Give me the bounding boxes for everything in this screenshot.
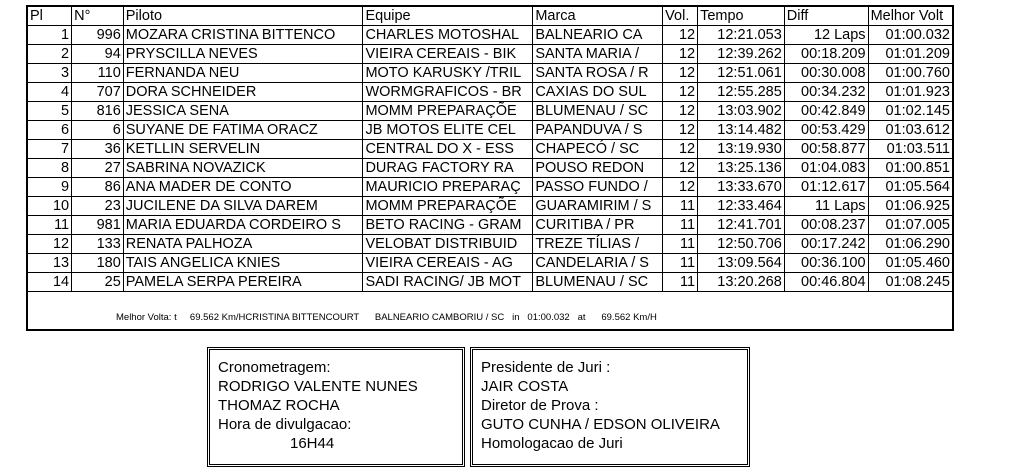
cell-voltas: 11 <box>663 197 698 216</box>
table-row <box>28 159 952 178</box>
race-director-names: GUTO CUNHA / EDSON OLIVEIRA <box>481 416 720 433</box>
cell-diff: 01:12.617 <box>784 178 868 197</box>
cell-piloto: KETLLIN SERVELIN <box>123 140 363 159</box>
cell-position: 3 <box>28 64 72 83</box>
table-row <box>28 254 952 273</box>
cell-number: 110 <box>72 64 124 83</box>
cell-piloto: ANA MADER DE CONTO <box>123 178 363 197</box>
cell-voltas: 12 <box>663 178 698 197</box>
cell-number: 707 <box>72 83 124 102</box>
cell-melhor-volta: 01:07.005 <box>868 216 952 235</box>
cell-number: 133 <box>72 235 124 254</box>
results-body <box>28 26 952 292</box>
table-row <box>28 102 952 121</box>
cell-voltas: 12 <box>663 83 698 102</box>
header-tempo: Tempo <box>698 7 785 26</box>
table-row <box>28 45 952 64</box>
cell-position: 2 <box>28 45 72 64</box>
cell-number: 996 <box>72 26 124 45</box>
cell-tempo: 12:50.706 <box>698 235 785 254</box>
cell-voltas: 11 <box>663 216 698 235</box>
cell-diff: 00:34.232 <box>784 83 868 102</box>
cell-equipe: JB MOTOS ELITE CEL <box>363 121 533 140</box>
cell-marca: POUSO REDON <box>533 159 663 178</box>
cell-diff: 00:58.877 <box>784 140 868 159</box>
cell-equipe: MOMM PREPARAÇÕE <box>363 102 533 121</box>
cell-tempo: 12:33.464 <box>698 197 785 216</box>
timing-officials-box <box>207 347 465 467</box>
cell-tempo: 12:21.053 <box>698 26 785 45</box>
cell-position: 5 <box>28 102 72 121</box>
cell-melhor-volta: 01:05.564 <box>868 178 952 197</box>
cell-piloto: MARIA EDUARDA CORDEIRO S <box>123 216 363 235</box>
cell-position: 13 <box>28 254 72 273</box>
cell-voltas: 12 <box>663 64 698 83</box>
cell-tempo: 12:51.061 <box>698 64 785 83</box>
cell-position: 6 <box>28 121 72 140</box>
cell-number: 94 <box>72 45 124 64</box>
results-table <box>28 7 952 292</box>
jury-homologation-label: Homologacao de Juri <box>481 435 623 452</box>
cell-piloto: FERNANDA NEU <box>123 64 363 83</box>
header-number: N° <box>72 7 124 26</box>
cell-diff: 00:18.209 <box>784 45 868 64</box>
cell-piloto: SUYANE DE FATIMA ORACZ <box>123 121 363 140</box>
cell-number: 86 <box>72 178 124 197</box>
table-row <box>28 121 952 140</box>
cell-marca: TREZE TÍLIAS / <box>533 235 663 254</box>
cell-tempo: 13:20.268 <box>698 273 785 292</box>
cell-voltas: 12 <box>663 102 698 121</box>
cell-equipe: VIEIRA CEREAIS - BIK <box>363 45 533 64</box>
cell-melhor-volta: 01:05.460 <box>868 254 952 273</box>
cell-melhor-volta: 01:01.923 <box>868 83 952 102</box>
cell-equipe: CHARLES MOTOSHAL <box>363 26 533 45</box>
cell-equipe: BETO RACING - GRAM <box>363 216 533 235</box>
cell-voltas: 12 <box>663 26 698 45</box>
cell-piloto: PAMELA SERPA PEREIRA <box>123 273 363 292</box>
header-pl: Pl <box>28 7 72 26</box>
cell-melhor-volta: 01:08.245 <box>868 273 952 292</box>
cell-diff: 00:17.242 <box>784 235 868 254</box>
cell-melhor-volta: 01:03.511 <box>868 140 952 159</box>
results-panel <box>26 5 954 331</box>
cell-position: 14 <box>28 273 72 292</box>
cell-marca: CANDELARIA / S <box>533 254 663 273</box>
header-diff: Diff <box>784 7 868 26</box>
table-row <box>28 273 952 292</box>
cell-melhor-volta: 01:00.760 <box>868 64 952 83</box>
cell-position: 7 <box>28 140 72 159</box>
cell-voltas: 11 <box>663 235 698 254</box>
cell-tempo: 13:09.564 <box>698 254 785 273</box>
best-lap-summary: Melhor Volta: t 69.562 Km/HCRISTINA BITTENCOURT BALNEARIO CAMBORIU / SC in 01:00.032 at 69.562 Km/H <box>116 312 657 323</box>
cell-piloto: TAIS ANGELICA KNIES <box>123 254 363 273</box>
table-row <box>28 235 952 254</box>
header-voltas: Vol. <box>663 7 698 26</box>
timing-label: Cronometragem: <box>218 359 331 376</box>
cell-diff: 00:08.237 <box>784 216 868 235</box>
cell-position: 12 <box>28 235 72 254</box>
cell-number: 36 <box>72 140 124 159</box>
release-time-label: Hora de divulgacao: <box>218 416 352 433</box>
timing-official-2: THOMAZ ROCHA <box>218 397 340 414</box>
cell-marca: PASSO FUNDO / <box>533 178 663 197</box>
cell-tempo: 12:55.285 <box>698 83 785 102</box>
cell-piloto: JESSICA SENA <box>123 102 363 121</box>
cell-melhor-volta: 01:06.290 <box>868 235 952 254</box>
race-director-label: Diretor de Prova : <box>481 397 599 414</box>
cell-number: 25 <box>72 273 124 292</box>
table-row <box>28 216 952 235</box>
cell-tempo: 12:41.701 <box>698 216 785 235</box>
header-marca: Marca <box>533 7 663 26</box>
cell-melhor-volta: 01:06.925 <box>868 197 952 216</box>
table-row <box>28 26 952 45</box>
jury-president-label: Presidente de Juri : <box>481 359 611 376</box>
cell-marca: CAXIAS DO SUL <box>533 83 663 102</box>
cell-marca: SANTA MARIA / <box>533 45 663 64</box>
cell-diff: 00:46.804 <box>784 273 868 292</box>
cell-diff: 12 Laps <box>784 26 868 45</box>
cell-voltas: 12 <box>663 121 698 140</box>
cell-piloto: PRYSCILLA NEVES <box>123 45 363 64</box>
jury-president-name: JAIR COSTA <box>481 378 569 395</box>
cell-tempo: 12:39.262 <box>698 45 785 64</box>
cell-equipe: MOMM PREPARAÇÕE <box>363 197 533 216</box>
table-row <box>28 83 952 102</box>
cell-marca: CHAPECÓ / SC <box>533 140 663 159</box>
cell-piloto: SABRINA NOVAZICK <box>123 159 363 178</box>
cell-marca: GUARAMIRIM / S <box>533 197 663 216</box>
cell-tempo: 13:33.670 <box>698 178 785 197</box>
cell-melhor-volta: 01:03.612 <box>868 121 952 140</box>
cell-voltas: 12 <box>663 140 698 159</box>
cell-marca: BLUMENAU / SC <box>533 273 663 292</box>
header-melhor-volta: Melhor Volt <box>868 7 952 26</box>
cell-position: 4 <box>28 83 72 102</box>
cell-equipe: SADI RACING/ JB MOT <box>363 273 533 292</box>
cell-diff: 00:36.100 <box>784 254 868 273</box>
cell-melhor-volta: 01:01.209 <box>868 45 952 64</box>
cell-marca: BLUMENAU / SC <box>533 102 663 121</box>
cell-equipe: CENTRAL DO X - ESS <box>363 140 533 159</box>
cell-diff: 00:53.429 <box>784 121 868 140</box>
cell-marca: PAPANDUVA / S <box>533 121 663 140</box>
cell-piloto: MOZARA CRISTINA BITTENCO <box>123 26 363 45</box>
cell-equipe: VELOBAT DISTRIBUID <box>363 235 533 254</box>
cell-marca: CURITIBA / PR <box>533 216 663 235</box>
cell-voltas: 11 <box>663 273 698 292</box>
cell-equipe: WORMGRAFICOS - BR <box>363 83 533 102</box>
race-officials-box <box>470 347 750 467</box>
cell-piloto: RENATA PALHOZA <box>123 235 363 254</box>
cell-diff: 00:42.849 <box>784 102 868 121</box>
cell-tempo: 13:14.482 <box>698 121 785 140</box>
header-row <box>28 7 952 26</box>
table-row <box>28 140 952 159</box>
cell-marca: BALNEARIO CA <box>533 26 663 45</box>
header-equipe: Equipe <box>363 7 533 26</box>
cell-equipe: MOTO KARUSKY /TRIL <box>363 64 533 83</box>
cell-number: 981 <box>72 216 124 235</box>
header-piloto: Piloto <box>123 7 363 26</box>
cell-equipe: DURAG FACTORY RA <box>363 159 533 178</box>
table-row <box>28 178 952 197</box>
cell-tempo: 13:25.136 <box>698 159 785 178</box>
cell-voltas: 12 <box>663 45 698 64</box>
cell-tempo: 13:03.902 <box>698 102 785 121</box>
cell-piloto: DORA SCHNEIDER <box>123 83 363 102</box>
cell-number: 23 <box>72 197 124 216</box>
cell-melhor-volta: 01:00.032 <box>868 26 952 45</box>
cell-diff: 01:04.083 <box>784 159 868 178</box>
cell-equipe: MAURICIO PREPARAÇ <box>363 178 533 197</box>
cell-equipe: VIEIRA CEREAIS - AG <box>363 254 533 273</box>
cell-melhor-volta: 01:00.851 <box>868 159 952 178</box>
cell-position: 11 <box>28 216 72 235</box>
cell-number: 180 <box>72 254 124 273</box>
cell-position: 9 <box>28 178 72 197</box>
cell-position: 10 <box>28 197 72 216</box>
cell-diff: 11 Laps <box>784 197 868 216</box>
table-row <box>28 64 952 83</box>
cell-melhor-volta: 01:02.145 <box>868 102 952 121</box>
cell-piloto: JUCILENE DA SILVA DAREM <box>123 197 363 216</box>
cell-position: 8 <box>28 159 72 178</box>
cell-voltas: 11 <box>663 254 698 273</box>
cell-number: 27 <box>72 159 124 178</box>
cell-position: 1 <box>28 26 72 45</box>
cell-tempo: 13:19.930 <box>698 140 785 159</box>
timing-official-1: RODRIGO VALENTE NUNES <box>218 378 418 395</box>
cell-marca: SANTA ROSA / R <box>533 64 663 83</box>
table-row <box>28 197 952 216</box>
cell-number: 6 <box>72 121 124 140</box>
release-time-value: 16H44 <box>290 435 335 452</box>
cell-number: 816 <box>72 102 124 121</box>
cell-voltas: 12 <box>663 159 698 178</box>
cell-diff: 00:30.008 <box>784 64 868 83</box>
